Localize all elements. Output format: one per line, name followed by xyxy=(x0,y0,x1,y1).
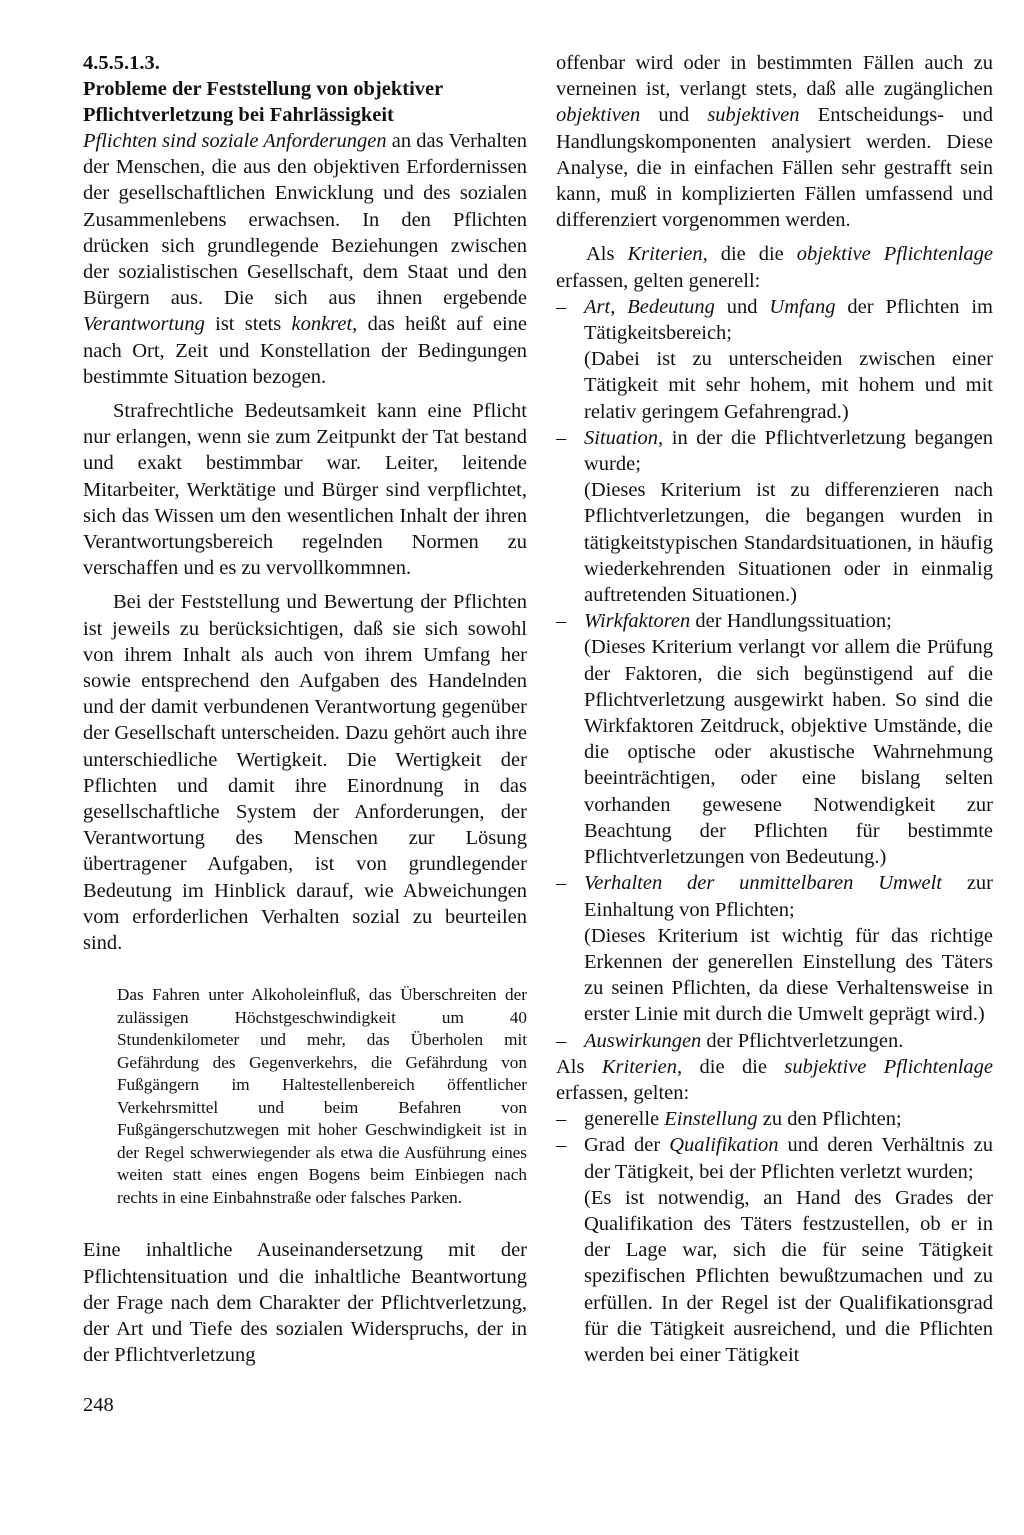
list-text: der Handlungssituation; xyxy=(690,610,892,633)
paragraph-text: erfassen, gelten: xyxy=(556,1081,690,1104)
italic-term: Einstellung xyxy=(664,1108,758,1131)
paragraph-text: ist stets xyxy=(204,313,292,336)
italic-term: konkret, xyxy=(291,313,358,336)
section-title: Probleme der Feststellung von objektiver Pflichtverletzung bei Fahrlässigkeit xyxy=(83,78,443,126)
paragraph: Eine inhaltliche Auseinandersetzung mit der Pflichtensituation und die inhaltliche Beantwortung der Frage nach dem Charakter der Pflichtverletzung, der Art und Tiefe des sozialen Widerspruchs, der in der Pflichtverletzung xyxy=(83,1239,527,1367)
paragraph-text: Entscheidungs- und Handlungskomponenten analysiert werden. Diese Analyse, die in einfachen Fällen sehr gestrafft sein kann, muß in komplizierten Fällen umfassend und differenziert vorgenommen werden. xyxy=(556,104,993,232)
list-text: zu den Pflichten; xyxy=(757,1108,902,1131)
dash-bullet: – xyxy=(556,1029,567,1052)
list-text: zur Einhaltung von Pflichten; xyxy=(584,872,993,921)
list-item-note: (Es ist notwendig, an Hand des Grades der Qualifikation des Täters festzustellen, ob er in der Lage war, sich die für seine Tätigkeit spezifischen Pflichten bewußtzumachen und zu erfüllen. In der Regel ist der Qualifikationsgrad für die Tätigkeit ausreichend, und die Pflichten werden bei einer Tätigkeit xyxy=(584,1186,993,1366)
list-item-text xyxy=(584,425,993,477)
italic-term: Art, Bedeutung xyxy=(584,295,715,318)
dash-bullet: – xyxy=(556,610,567,633)
right-column xyxy=(556,50,993,1368)
italic-term: Situation, xyxy=(584,426,664,449)
list-item-text xyxy=(584,1132,993,1184)
list-item-text xyxy=(584,608,993,634)
list-text: in der die Pflichtverletzung begangen wurde; xyxy=(584,426,993,476)
italic-term: objektive Pflichtenlage xyxy=(796,243,993,266)
example-note: Das Fahren unter Alkoholeinfluß, das Überschreiten der zulässigen Höchstgeschwindigkeit um 40 Stundenkilometer und mehr, das Überholen mit Gefährdung des Gegenverkehrs, die Gefährdung von Fußgängern im Haltestellenbereich öffentlicher Verkehrsmittel und beim Befahren von Fußgängerschutzwegen mit hoher Geschwindigkeit ist in der Regel schwerwiegender als etwa die Ausführung eines weiten statt eines engen Bogens beim Einbiegen nach rechts in eine Einbahnstraße oder falsches Parken. xyxy=(117,985,527,1207)
italic-term: Pflichten sind soziale Anforderungen xyxy=(83,130,387,152)
italic-term: Auswirkungen xyxy=(584,1029,702,1052)
list-item-text xyxy=(584,294,993,346)
list-item xyxy=(556,1106,993,1132)
list-item xyxy=(556,1028,993,1054)
italic-term: Kriterien, xyxy=(627,243,708,266)
list-text: und xyxy=(714,295,770,318)
italic-term: Wirkfaktoren xyxy=(584,610,691,633)
paragraph-text: an das Verhalten der Menschen, die aus den objektiven Erfordernissen der gesellschaftlichen Enwicklung und des sozialen Zusammenlebens erwachsen. In den Pflichten drücken sich grundlegende Beziehungen zwischen der sozialistischen Gesellschaft, dem Staat und den Bürgern aus. Die sich aus ihnen ergebende xyxy=(83,130,527,310)
paragraph-text: die die xyxy=(682,1055,785,1078)
list-item-note: (Dieses Kriterium ist wichtig für das richtige Erkennen der generellen Einstellung des Täters zu seinen Pflichten, da diese Verhaltensweise in erster Linie mit durch die Umwelt geprägt wird.) xyxy=(584,924,993,1026)
paragraph-text: offenbar wird oder in bestimmten Fällen auch zu verneinen ist, verlangt stets, daß alle zugänglichen xyxy=(556,52,993,101)
paragraph-text: und xyxy=(640,104,708,127)
paragraph-text: Als xyxy=(556,1055,602,1078)
paragraph xyxy=(556,241,993,293)
dash-bullet: – xyxy=(556,872,567,895)
list-item xyxy=(556,608,993,870)
italic-term: Qualifikation xyxy=(669,1134,779,1157)
paragraph-text: die die xyxy=(707,243,797,266)
paragraph-text: Als xyxy=(586,243,628,266)
paragraph-text: das heißt auf eine nach Ort, Zeit und Konstellation der Bedingungen bestimmte Situation bezogen. xyxy=(83,313,527,388)
paragraph xyxy=(83,128,527,390)
list-item-note: (Dieses Kriterium verlangt vor allem die Prüfung der Faktoren, die sich begünstigend auf die Pflichtverletzung ausgewirkt haben. So sind die Wirkfaktoren Zeitdruck, objektive Umstände, die die optische oder akustische Wahrnehmung beeinträchtigen, oder eine bislang selten vorhanden gewesene Notwendigkeit zur Beachtung der Pflichten für bestimmte Pflichtverletzungen von Bedeutung.) xyxy=(584,636,993,869)
list-text: und deren Verhältnis zu der Tätigkeit, bei der Pflichten verletzt wurden; xyxy=(584,1134,993,1183)
page-number: 248 xyxy=(83,1394,114,1416)
paragraph-text: erfassen, gelten generell: xyxy=(556,269,761,292)
list-item xyxy=(556,425,993,608)
list-item-note: (Dabei ist zu unterscheiden zwischen einer Tätigkeit mit sehr hohem, mit hohem und mit relativ geringem Gefahrengrad.) xyxy=(584,348,993,423)
italic-term: objektiven xyxy=(556,104,641,127)
dash-bullet: – xyxy=(556,426,567,449)
list-text: Grad der xyxy=(584,1134,670,1157)
list-item xyxy=(556,294,993,425)
list-item-text xyxy=(584,1028,993,1054)
paragraph: Strafrechtliche Bedeutsamkeit kann eine Pflicht nur erlangen, wenn sie zum Zeitpunkt der Tat bestand und exakt bestimmbar war. Leiter, leitende Mitarbeiter, Werktätige und Bürger sind verpflichtet, sich das Wissen um den wesentlichen Inhalt der ihren Verantwortungsbereich regelnden Normen zu verschaffen und es zu vervollkommnen. xyxy=(83,400,527,580)
list-item-note: (Dieses Kriterium ist zu differenzieren nach Pflichtverletzungen, die begangen wurden in tätigkeitstypischen Standardsituationen, in häufig wiederkehrenden Situationen oder in einmalig auftretenden Situationen.) xyxy=(584,479,993,607)
list-text: generelle xyxy=(584,1108,665,1131)
italic-term: Verantwortung xyxy=(83,313,205,336)
paragraph: Bei der Feststellung und Bewertung der Pflichten ist jeweils zu berücksichtigen, daß sie sich sowohl von ihrem Inhalt als auch von ihrem Umfang her sowie entsprechend den Aufgaben des Handelnden und der damit verbundenen Verantwortung gegenüber der Gesellschaft unterscheiden. Dazu gehört auch ihre unterschiedliche Wertigkeit. Die Wertigkeit der Pflichten und damit ihre Einordnung in das gesellschaftliche System der Anforderungen, der Verantwortung des Menschen zur Lösung übertragener Aufgaben, ist von grundlegender Bedeutung im Hinblick darauf, wie Abweichungen vom erforderlichen Verhalten sozial zu beurteilen sind. xyxy=(83,591,527,955)
italic-term: subjektiven xyxy=(707,104,800,127)
italic-term: Verhalten der unmittelbaren Umwelt xyxy=(584,872,942,895)
section-number: 4.5.5.1.3. xyxy=(83,52,160,74)
list-item-text xyxy=(584,870,993,922)
left-column xyxy=(83,50,527,1368)
italic-term: Umfang xyxy=(769,295,836,318)
list-text: der Pflichten im Tätigkeitsbereich; xyxy=(584,295,993,345)
dash-bullet: – xyxy=(556,295,567,318)
italic-term: Kriterien, xyxy=(601,1055,683,1078)
italic-term: subjektive Pflichtenlage xyxy=(784,1055,994,1078)
dash-bullet: – xyxy=(556,1108,567,1131)
list-item xyxy=(556,870,993,1027)
list-item-text xyxy=(584,1106,993,1132)
dash-bullet: – xyxy=(556,1134,567,1157)
list-item xyxy=(556,1132,993,1368)
list-text: der Pflichtverletzungen. xyxy=(701,1029,904,1052)
paragraph xyxy=(556,50,993,233)
paragraph xyxy=(556,1054,993,1106)
